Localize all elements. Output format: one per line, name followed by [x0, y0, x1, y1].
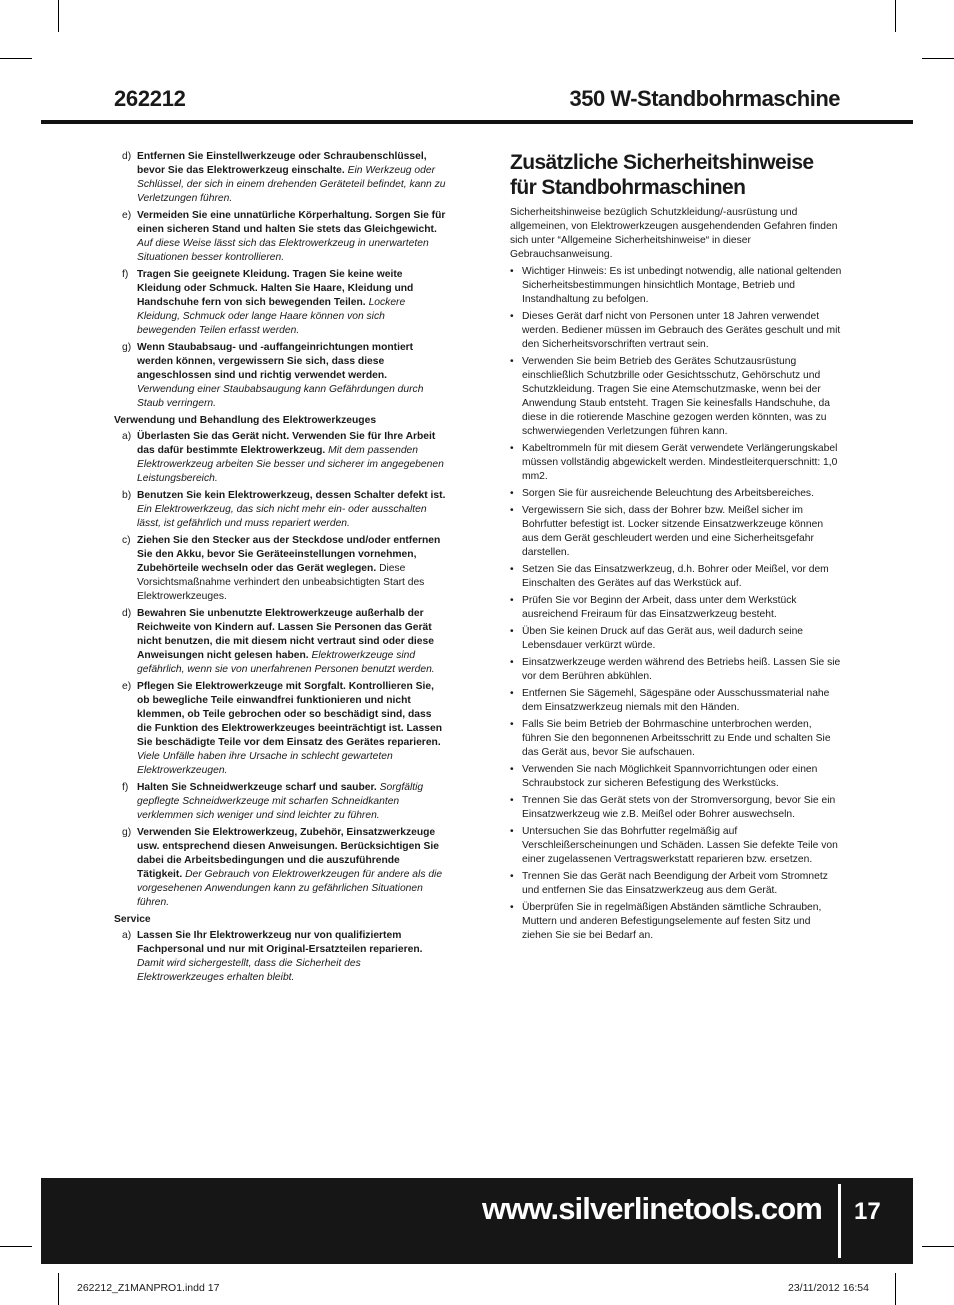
- instruction-item: [114, 826, 446, 910]
- item-explanation: Mit dem passenden Elektrowerkzeug arbeiten Sie besser und sicherer im angegebenen Leistungsbereich.: [137, 445, 444, 484]
- bullet-text: Üben Sie keinen Druck auf das Gerät aus, weil dadurch seine Lebensdauer verkürzt würde.: [522, 626, 804, 651]
- group3-list: [114, 929, 446, 985]
- item-letter: e): [122, 210, 132, 221]
- safety-bullet-item: [510, 265, 842, 307]
- item-instruction: Tragen Sie geeignete Kleidung. Tragen Sie keine weite Kleidung oder Schmuck. Halten Sie Haare, Kleidung und Handschuhe fern von sich bewegenden Teilen.: [137, 269, 414, 308]
- bullet-text: Entfernen Sie Sägemehl, Sägespäne oder Ausschussmaterial nahe dem Einsatzwerkzeug niemals mit den Händen.: [522, 688, 830, 713]
- safety-bullet-item: [510, 487, 842, 501]
- print-slug-file: 262212_Z1MANPRO1.indd 17: [77, 1282, 220, 1294]
- bullet-text: Setzen Sie das Einsatzwerkzeug, d.h. Bohrer oder Meißel, vor dem Einschalten des Gerätes auf das Werkstück auf.: [522, 564, 829, 589]
- page-number: 17: [854, 1198, 881, 1225]
- section-heading-service: Service: [114, 914, 151, 925]
- bullet-icon: •: [510, 902, 514, 913]
- section-heading-additional-safety: Zusätzliche Sicherheitshinweise für Standbohrmaschinen: [510, 151, 814, 199]
- bullet-text: Untersuchen Sie das Bohrfutter regelmäßig auf Verschleißerscheinungen und Schäden. Lassen Sie defekte Teile von einer zugelassenen Vertragswerkstatt reparieren bzw. ersetzen.: [522, 826, 838, 865]
- bullet-icon: •: [510, 564, 514, 575]
- footer-divider: [838, 1184, 841, 1258]
- intro-paragraph: Sicherheitshinweise bezüglich Schutzkleidung/-ausrüstung und allgemeinen, von Elektrowerkzeugen ausgehendenden Gefahren finden sich unter “Allgemeine Sicherheitshinweise“ in dieser Gebrauchsanweisung.: [510, 207, 838, 260]
- bullet-text: Verwenden Sie beim Betrieb des Gerätes Schutzausrüstung einschließlich Schutzbrille oder Gesichtsschutz, Gehörschutz und Schutzkleidung. Tragen Sie eine Atemschutzmaske, wenn bei der Anwendung Staub entsteht. Tragen Sie keinesfalls Handschuhe, da diese in die rotierende Maschine gezogen werden könnten, was zu schwerwiegenden Verletzungen führen kann.: [522, 356, 830, 437]
- bullet-icon: •: [510, 443, 514, 454]
- header-rule: [41, 120, 913, 124]
- group1-list: [114, 150, 446, 411]
- bullet-text: Falls Sie beim Betrieb der Bohrmaschine unterbrochen werden, führen Sie den begonnenen Arbeitsschritt zu Ende und schalten Sie das Gerät aus, bevor Sie aufschauen.: [522, 719, 831, 758]
- instruction-item: [114, 489, 446, 531]
- instruction-item: [114, 781, 446, 823]
- safety-bullet-item: [510, 355, 842, 439]
- instruction-item: [114, 341, 446, 411]
- bullet-icon: •: [510, 826, 514, 837]
- crop-mark: [922, 1246, 954, 1247]
- bullet-icon: •: [510, 311, 514, 322]
- bullet-icon: •: [510, 356, 514, 367]
- item-instruction: Ziehen Sie den Stecker aus der Steckdose und/oder entfernen Sie den Akku, bevor Sie Geräteeinstellungen vornehmen, Zubehörteile wechseln oder das Gerät weglegen.: [137, 535, 441, 574]
- item-instruction: Benutzen Sie kein Elektrowerkzeug, dessen Schalter defekt ist.: [137, 490, 446, 501]
- bullet-text: Wichtiger Hinweis: Es ist unbedingt notwendig, alle national geltenden Sicherheitsbestimmungen hinsichtlich Montage, Betrieb und Instandhaltung zu befolgen.: [522, 266, 842, 305]
- safety-bullet-item: [510, 563, 842, 591]
- safety-bullet-item: [510, 825, 842, 867]
- item-explanation: Diese Vorsichtsmaßnahme verhindert den unbeabsichtigten Start des Elektrowerkzeuges.: [137, 563, 425, 602]
- item-letter: a): [122, 431, 132, 442]
- bullet-text: Trennen Sie das Gerät stets von der Stromversorgung, bevor Sie ein Einsatzwerkzeug wie z.B. Meißel oder Bohrer auswechseln.: [522, 795, 836, 820]
- bullet-icon: •: [510, 266, 514, 277]
- crop-mark: [895, 1273, 896, 1305]
- item-instruction: Bewahren Sie unbenutzte Elektrowerkzeuge außerhalb der Reichweite von Kindern auf. Lassen Sie Personen das Gerät nicht benutzen, die mit diesem nicht vertraut sind oder diese Anweisungen nicht gelesen haben.: [137, 608, 434, 661]
- group2-list: [114, 430, 446, 910]
- bullet-icon: •: [510, 795, 514, 806]
- safety-bullet-item: [510, 594, 842, 622]
- instruction-item: [114, 929, 446, 985]
- instruction-item: [114, 607, 446, 677]
- item-explanation: Elektrowerkzeuge sind gefährlich, wenn sie von unerfahrenen Personen benutzt werden.: [137, 650, 435, 675]
- crop-mark: [895, 0, 896, 32]
- bullet-text: Sorgen Sie für ausreichende Beleuchtung des Arbeitsbereiches.: [522, 488, 814, 499]
- item-explanation: Ein Elektrowerkzeug, das sich nicht mehr ein- oder ausschalten lässt, ist gefährlich und muss repariert werden.: [137, 504, 427, 529]
- safety-bullet-item: [510, 687, 842, 715]
- left-column: [114, 150, 446, 988]
- item-instruction: Pflegen Sie Elektrowerkzeuge mit Sorgfalt. Kontrollieren Sie, ob bewegliche Teile einwandfrei funktionieren und nicht klemmen, ob Teile gebrochen oder so beschädigt sind, dass die Funktion des Elektrowerkzeuges beeinträchtigt ist. Lassen Sie beschädigte Teile vor dem Einsatz des Gerätes reparieren.: [137, 681, 442, 748]
- safety-bullet-item: [510, 870, 842, 898]
- bullet-icon: •: [510, 719, 514, 730]
- item-explanation: Ein Werkzeug oder Schlüssel, der sich in einem drehenden Geräteteil befindet, kann zu Verletzungen führen.: [137, 165, 446, 204]
- item-letter: a): [122, 930, 132, 941]
- item-instruction: Vermeiden Sie eine unnatürliche Körperhaltung. Sorgen Sie für einen sicheren Stand und halten Sie stets das Gleichgewicht.: [137, 210, 446, 235]
- bullet-text: Verwenden Sie nach Möglichkeit Spannvorrichtungen oder einen Schraubstock zur sicheren Befestigung des Werkstücks.: [522, 764, 818, 789]
- bullet-text: Kabeltrommeln für mit diesem Gerät verwendete Verlängerungskabel müssen vollständig abgewickelt werden. Mindestleiterquerschnitt: 1,0 mm2.: [522, 443, 838, 482]
- safety-bullet-item: [510, 794, 842, 822]
- bullet-text: Überprüfen Sie in regelmäßigen Abständen sämtliche Schrauben, Muttern und anderen Befestigungselemente auf festen Sitz und ziehen Sie sie bei Bedarf an.: [522, 902, 822, 941]
- instruction-item: [114, 268, 446, 338]
- safety-bullet-item: [510, 763, 842, 791]
- item-explanation: Damit wird sichergestellt, dass die Sicherheit des Elektrowerkzeuges erhalten bleibt.: [137, 958, 361, 983]
- item-explanation: Auf diese Weise lässt sich das Elektrowerkzeug in unerwarteten Situationen besser kontrollieren.: [137, 238, 429, 263]
- safety-bullet-item: [510, 718, 842, 760]
- instruction-item: [114, 209, 446, 265]
- safety-bullet-item: [510, 656, 842, 684]
- section-heading-usage: Verwendung und Behandlung des Elektrowerkzeuges: [114, 415, 377, 426]
- item-instruction: Entfernen Sie Einstellwerkzeuge oder Schraubenschlüssel, bevor Sie das Elektrowerkzeug einschalte.: [137, 151, 427, 176]
- bullet-text: Einsatzwerkzeuge werden während des Betriebs heiß. Lassen Sie sie vor dem Berühren abkühlen.: [522, 657, 841, 682]
- item-explanation: Der Gebrauch von Elektrowerkzeugen für andere als die vorgesehenen Anwendungen kann zu gefährlichen Situationen führen.: [137, 869, 443, 908]
- page-title: 350 W-Standbohrmaschine: [569, 86, 840, 111]
- bullet-text: Dieses Gerät darf nicht von Personen unter 18 Jahren verwendet werden. Bediener müssen im Gebrauch des Gerätes geschult und mit den Sicherheitsvorschriften vertraut sein.: [522, 311, 841, 350]
- item-letter: b): [122, 490, 132, 501]
- safety-bullet-item: [510, 504, 842, 560]
- item-letter: f): [122, 782, 129, 793]
- item-letter: g): [122, 827, 132, 838]
- safety-bullet-item: [510, 901, 842, 943]
- item-instruction: Verwenden Sie Elektrowerkzeug, Zubehör, Einsatzwerkzeuge usw. entsprechend diesen Anweisungen. Berücksichtigen Sie dabei die Arbeitsbedingungen und die auszuführende Tätigkeit.: [137, 827, 439, 880]
- safety-bullet-item: [510, 442, 842, 484]
- crop-mark: [58, 0, 59, 32]
- item-explanation: Lockere Kleidung, Schmuck oder lange Haare können von sich bewegenden Teilen erfasst werden.: [137, 297, 406, 336]
- bullet-text: Trennen Sie das Gerät nach Beendigung der Arbeit vom Stromnetz und entfernen Sie das Einsatzwerkzeug aus dem Gerät.: [522, 871, 828, 896]
- crop-mark: [922, 58, 954, 59]
- instruction-item: [114, 150, 446, 206]
- item-explanation: Verwendung einer Staubabsaugung kann Gefährdungen durch Staub verringern.: [137, 384, 424, 409]
- item-instruction: Überlasten Sie das Gerät nicht. Verwenden Sie für Ihre Arbeit das dafür bestimmte Elektrowerkzeug.: [137, 431, 436, 456]
- bullet-icon: •: [510, 871, 514, 882]
- instruction-item: [114, 534, 446, 604]
- bullet-icon: •: [510, 688, 514, 699]
- bullet-text: Vergewissern Sie sich, dass der Bohrer bzw. Meißel sicher im Bohrfutter befestigt ist. Locker sitzende Einsatzwerkzeuge können aus dem Gerät geschleudert werden und eine Sicherheitsgefahr darstellen.: [522, 505, 824, 558]
- bullet-icon: •: [510, 764, 514, 775]
- item-letter: d): [122, 151, 132, 162]
- bullet-icon: •: [510, 595, 514, 606]
- item-instruction: Lassen Sie Ihr Elektrowerkzeug nur von qualifiziertem Fachpersonal und nur mit Original-Ersatzteilen reparieren.: [137, 930, 423, 955]
- item-letter: g): [122, 342, 132, 353]
- website-link[interactable]: www.silverlinetools.com: [482, 1191, 822, 1226]
- crop-mark: [0, 1246, 32, 1247]
- bullet-icon: •: [510, 657, 514, 668]
- safety-bullet-list: [510, 265, 842, 943]
- instruction-item: [114, 430, 446, 486]
- safety-bullet-item: [510, 310, 842, 352]
- instruction-item: [114, 680, 446, 778]
- bullet-icon: •: [510, 626, 514, 637]
- right-column: [510, 150, 842, 946]
- crop-mark: [0, 58, 32, 59]
- item-letter: e): [122, 681, 132, 692]
- item-instruction: Halten Sie Schneidwerkzeuge scharf und sauber.: [137, 782, 377, 793]
- item-letter: f): [122, 269, 129, 280]
- bullet-icon: •: [510, 505, 514, 516]
- print-slug-date: 23/11/2012 16:54: [788, 1282, 869, 1294]
- item-letter: c): [122, 535, 131, 546]
- crop-mark: [58, 1273, 59, 1305]
- item-explanation: Viele Unfälle haben ihre Ursache in schlecht gewarteten Elektrowerkzeugen.: [137, 751, 393, 776]
- item-instruction: Wenn Staubabsaug- und -auffangeinrichtungen montiert werden können, vergewissern Sie sich, dass diese angeschlossen sind und richtig verwendet werden.: [137, 342, 414, 381]
- product-code: 262212: [114, 86, 186, 111]
- bullet-icon: •: [510, 488, 514, 499]
- bullet-text: Prüfen Sie vor Beginn der Arbeit, dass unter dem Werkstück ausreichend Freiraum für das Einsatzwerkzeug besteht.: [522, 595, 797, 620]
- safety-bullet-item: [510, 625, 842, 653]
- item-explanation: Sorgfältig gepflegte Schneidwerkzeuge mit scharfen Schneidkanten verklemmen sich weniger und sind leichter zu führen.: [137, 782, 424, 821]
- item-letter: d): [122, 608, 132, 619]
